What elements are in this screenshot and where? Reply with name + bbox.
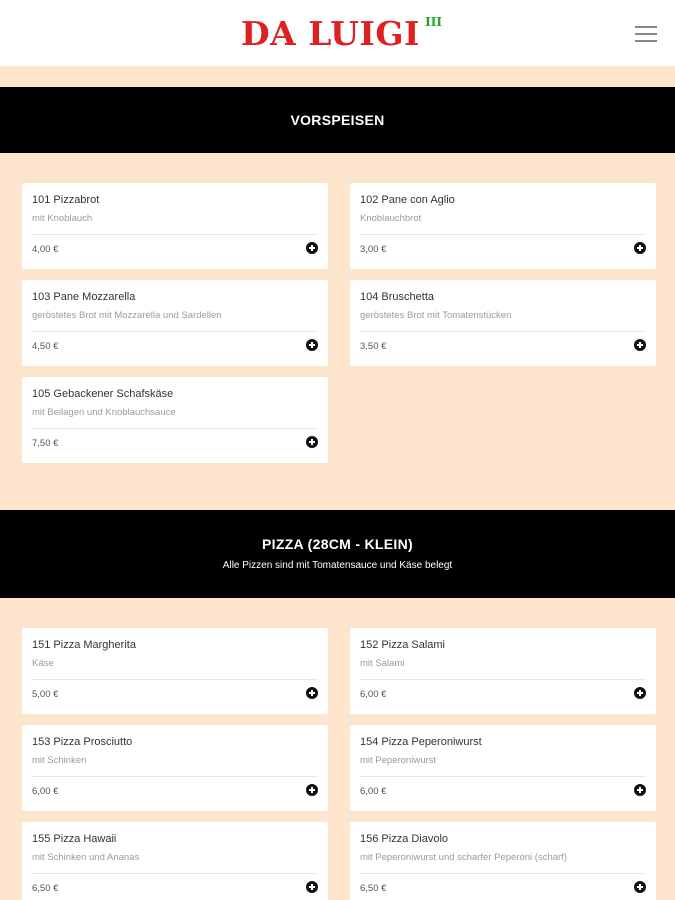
- divider: [360, 679, 646, 680]
- item-price: 6,50 €: [360, 883, 387, 894]
- item-name: 102 Pane con Aglio: [360, 194, 455, 206]
- menu-item-card[interactable]: [22, 822, 328, 900]
- section-title: PIZZA (28CM - KLEIN): [262, 536, 413, 552]
- item-price: 6,00 €: [32, 786, 59, 797]
- item-name: 153 Pizza Prosciutto: [32, 736, 133, 748]
- add-to-cart-icon[interactable]: [306, 242, 318, 254]
- section-header-pizza: [0, 510, 675, 598]
- item-price: 7,50 €: [32, 438, 59, 449]
- hamburger-menu-icon[interactable]: [635, 26, 657, 42]
- item-name: 155 Pizza Hawaii: [32, 833, 117, 845]
- add-to-cart-icon[interactable]: [634, 784, 646, 796]
- item-name: 156 Pizza Diavolo: [360, 833, 449, 845]
- item-price: 3,50 €: [360, 341, 387, 352]
- divider: [32, 428, 318, 429]
- menu-item-card[interactable]: [22, 725, 328, 811]
- menu-item-card[interactable]: [22, 183, 328, 269]
- item-description: geröstetes Brot mit Mozzarella und Sardellen: [32, 310, 222, 321]
- item-description: mit Beilagen und Knoblauchsauce: [32, 407, 176, 418]
- item-description: mit Peperoniwurst und scharfer Peperoni (scharf): [360, 852, 567, 863]
- item-description: mit Salami: [360, 658, 405, 669]
- item-description: Knoblauchbrot: [360, 213, 422, 224]
- item-price: 6,00 €: [360, 786, 387, 797]
- item-name: 105 Gebackener Schafskäse: [32, 388, 174, 400]
- item-name: 154 Pizza Peperoniwurst: [360, 736, 482, 748]
- item-name: 151 Pizza Margherita: [32, 639, 136, 651]
- item-price: 3,00 €: [360, 244, 387, 255]
- item-description: mit Schinken und Ananas: [32, 852, 140, 863]
- item-description: mit Schinken: [32, 755, 87, 766]
- logo-text: DA LUIGI: [241, 14, 420, 53]
- logo[interactable]: [241, 12, 442, 56]
- menu-item-card[interactable]: [350, 628, 656, 714]
- item-name: 103 Pane Mozzarella: [32, 291, 136, 303]
- item-price: 6,50 €: [32, 883, 59, 894]
- add-to-cart-icon[interactable]: [306, 784, 318, 796]
- menu-item-card[interactable]: [22, 628, 328, 714]
- add-to-cart-icon[interactable]: [634, 687, 646, 699]
- item-description: mit Peperoniwurst: [360, 755, 437, 766]
- section-title: VORSPEISEN: [290, 112, 385, 128]
- item-name: 101 Pizzabrot: [32, 194, 100, 206]
- menu-item-card[interactable]: [350, 280, 656, 366]
- item-description: Käse: [32, 658, 54, 669]
- item-price: 5,00 €: [32, 689, 59, 700]
- add-to-cart-icon[interactable]: [634, 242, 646, 254]
- top-bar: [0, 0, 675, 66]
- add-to-cart-icon[interactable]: [306, 436, 318, 448]
- section-header-vorspeisen: [0, 87, 675, 153]
- section-subtitle: Alle Pizzen sind mit Tomatensauce und Käse belegt: [222, 560, 453, 571]
- divider: [32, 331, 318, 332]
- menu-item-card[interactable]: [350, 725, 656, 811]
- menu-item-card[interactable]: [22, 280, 328, 366]
- divider: [32, 776, 318, 777]
- item-description: geröstetes Brot mit Tomatenstücken: [360, 310, 512, 321]
- item-name: 152 Pizza Salami: [360, 639, 445, 651]
- item-price: 4,50 €: [32, 341, 59, 352]
- add-to-cart-icon[interactable]: [634, 881, 646, 893]
- divider: [32, 873, 318, 874]
- divider: [360, 331, 646, 332]
- add-to-cart-icon[interactable]: [306, 881, 318, 893]
- menu-item-card[interactable]: [350, 822, 656, 900]
- item-name: 104 Bruschetta: [360, 291, 434, 303]
- divider: [360, 873, 646, 874]
- divider: [32, 679, 318, 680]
- logo-superscript: III: [425, 15, 442, 29]
- add-to-cart-icon[interactable]: [306, 687, 318, 699]
- add-to-cart-icon[interactable]: [306, 339, 318, 351]
- divider: [360, 776, 646, 777]
- divider: [32, 234, 318, 235]
- add-to-cart-icon[interactable]: [634, 339, 646, 351]
- item-price: 4,00 €: [32, 244, 59, 255]
- menu-item-card[interactable]: [22, 377, 328, 463]
- item-description: mit Knoblauch: [32, 213, 93, 224]
- item-price: 6,00 €: [360, 689, 387, 700]
- divider: [360, 234, 646, 235]
- menu-item-card[interactable]: [350, 183, 656, 269]
